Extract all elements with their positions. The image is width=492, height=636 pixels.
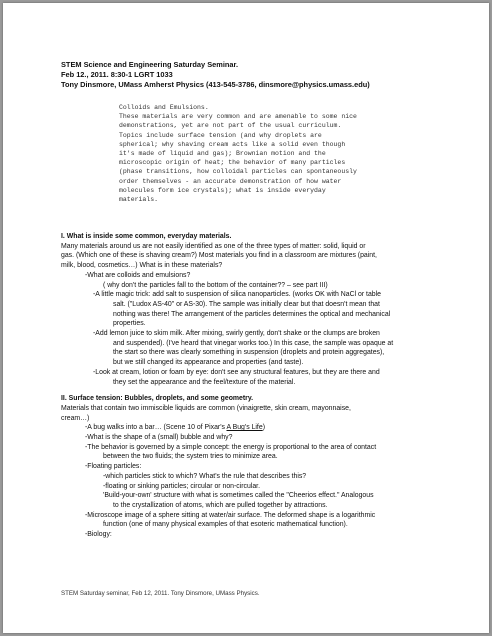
bug-line — [61, 423, 439, 433]
body-line: properties. — [113, 320, 146, 328]
body-line: -A little magic trick: add salt to suspension of silica nanoparticles. (works OK with NaCl or table — [93, 291, 381, 299]
document-header — [61, 60, 370, 91]
abstract-line: it's made of liquid and gas); Brownian motion and the — [119, 150, 326, 158]
abstract-line: molecules form ice crystals); what is inside everyday — [119, 186, 326, 194]
body-line: -What is the shape of a (small) bubble and why? — [85, 434, 233, 442]
body-line: gas. (Which one of these is shaving cream?) Most materials you find in a classroom are mixtures (paint, — [61, 252, 377, 260]
body-line: between the two fluids; the system tries to minimize area. — [103, 453, 278, 461]
body-line: -floating or sinking particles; circular or non-circular. — [103, 482, 261, 490]
body-line: Many materials around us are not easily identified as one of the three types of matter: solid, liquid or — [61, 242, 366, 250]
presenter-line: Tony Dinsmore, UMass Amherst Physics (413-545-3786, dinsmore@physics.umass.edu) — [61, 80, 370, 90]
movie-title: A Bug's Life — [226, 424, 263, 432]
body-line: the start so there was clearly something in suspension (droplets and protein aggregates), — [113, 349, 385, 357]
abstract-line: order themselves - an accurate demonstration of how water — [119, 177, 342, 185]
body-line: and suspended). (I've heard that vinegar works too.) In this case, the sample was opaque at — [113, 339, 394, 347]
abstract-block — [119, 103, 439, 204]
body-line: -which particles stick to which? What's the rule that describes this? — [103, 472, 307, 480]
body-line: they set the appearance and the feel/texture of the material. — [113, 378, 296, 386]
abstract-line: demonstrations, yet are not part of the usual curriculum. — [119, 122, 342, 130]
body-line: milk, blood, cosmetics…) What is in these materials? — [61, 262, 223, 270]
body-line: -The behavior is governed by a simple concept: the energy is proportional to the area of contact — [85, 443, 377, 451]
body-line: Materials that contain two immiscible liquids are common (vinaigrette, skin cream, mayonnaise, — [61, 404, 351, 412]
body-line: -Floating particles: — [85, 463, 142, 471]
abstract-line: materials. — [119, 196, 159, 204]
body-line: function (one of many physical examples of that esoteric mathematical function). — [103, 521, 348, 529]
body-line: but we still changed its appearance and properties (and taste). — [113, 359, 304, 367]
body-line: salt. ("Ludox AS-40" or AS-30). The sample was initially clear but that doesn't mean that — [113, 300, 380, 308]
bug-line-pre: -A bug walks into a bar… (Scene 10 of Pixar's — [85, 424, 227, 432]
section-1-heading: I. What is inside some common, everyday materials. — [61, 233, 232, 240]
body-line: -Biology: — [85, 531, 112, 539]
section-2-heading: II. Surface tension: Bubbles, droplets, and some geometry. — [61, 395, 254, 403]
body-line: -Add lemon juice to skim milk. After mixing, swirly gently, don't shake or the clumps are broken — [93, 330, 380, 338]
body-line: cream…) — [61, 414, 90, 422]
body-line: to the crystallization of atoms, which are pulled together by attractions. — [113, 501, 328, 509]
body-line: -What are colloids and emulsions? — [85, 271, 191, 279]
body-line: 'Build-your-own' structure with what is sometimes called the "Cheerios effect." Analogous — [103, 492, 374, 500]
bug-line-post: ) — [262, 424, 265, 432]
body-line: ( why don't the particles fall to the bottom of the container?? – see part III) — [103, 281, 328, 289]
body-line: -Look at cream, lotion or foam by eye: don't see any structural features, but they are there and — [93, 368, 380, 376]
seminar-date: Feb 12., 2011. 8:30-1 LGRT 1033 — [61, 70, 173, 80]
page-footer: STEM Saturday seminar, Feb 12, 2011. Tony Dinsmore, UMass Physics. — [61, 590, 260, 597]
document-body — [61, 232, 439, 540]
document-page — [3, 3, 489, 633]
body-line: -Microscope image of a sphere sitting at water/air surface. The deformed shape is a logarithmic — [85, 511, 376, 519]
abstract-line: Topics include surface tension (and why droplets are — [119, 131, 322, 139]
abstract-line: spherical; why shaving cream acts like a solid even though — [119, 140, 346, 148]
abstract-line: These materials are very common and are amenable to some nice — [119, 113, 357, 121]
abstract-line: Colloids and Emulsions. — [119, 104, 209, 111]
abstract-line: (phase transitions, how colloidal particles can spontaneously — [119, 168, 357, 176]
seminar-title: STEM Science and Engineering Saturday Seminar. — [61, 60, 239, 69]
abstract-line: microscopic origin of heat; the behavior of many particles — [119, 159, 346, 167]
body-line: nothing was there! The arrangement of the particles determines the optical and mechanical — [113, 310, 391, 318]
